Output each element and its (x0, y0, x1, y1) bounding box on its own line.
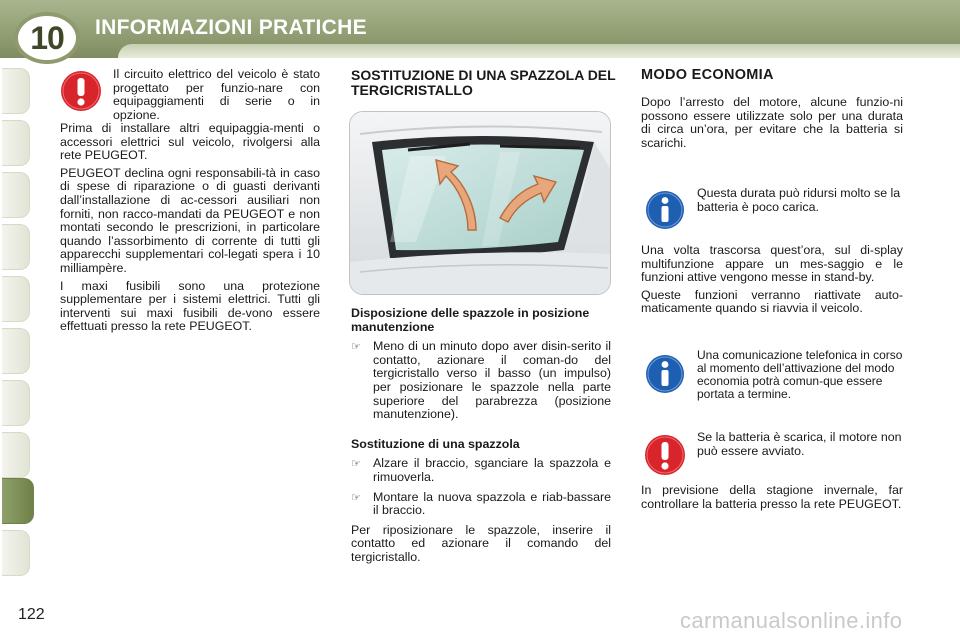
chapter-tab[interactable] (2, 328, 30, 374)
chapter-tab-rail (0, 60, 34, 580)
chapter-tab-active[interactable] (2, 478, 34, 524)
pointing-hand-icon: ☞ (351, 491, 361, 504)
paragraph: I maxi fusibili sono una protezione supplementare per i sistemi elettrici. Tutti gli interventi sui maxi fusibili de-vono essere effettuati presso la rete PEUGEOT. (60, 278, 320, 334)
chapter-tab[interactable] (2, 530, 30, 576)
list-item: ☞ Meno di un minuto dopo aver disin-serito il contatto, azionare il coman-do del tergicristallo verso il basso (un impulso) per posizionare le spazzole nella parte superiore del parabrezza (posizione manutenzione). (351, 339, 611, 422)
subheading-replace-blade: Sostituzione di una spazzola (351, 436, 520, 451)
watermark: carmanualsonline.info (680, 608, 903, 633)
chapter-tab[interactable] (2, 172, 30, 218)
paragraph: In previsione della stagione invernale, far controllare la batteria presso la rete PEUGEOT. (641, 483, 903, 511)
warning-note: Il circuito elettrico del veicolo è stato progettato per funzio-nare con equipaggiamenti di serie o in opzione. (113, 67, 320, 122)
info-note-phone-call: Una comunicazione telefonica in corso al momento dell’attivazione del modo economia potrà comun-que essere portata a termine. (697, 348, 903, 401)
chapter-tab[interactable] (2, 276, 30, 322)
exclamation-icon (644, 434, 686, 481)
pointing-hand-icon: ☞ (351, 341, 361, 354)
exclamation-icon (60, 70, 102, 117)
info-note-duration: Questa durata può ridursi molto se la batteria è poco carica. (697, 186, 901, 214)
section-title-economy: MODO ECONOMIA (641, 67, 774, 83)
chapter-tab[interactable] (2, 120, 30, 166)
header-shelf (118, 44, 960, 58)
paragraph: Per riposizionare le spazzole, inserire il contatto ed azionare il comando del tergicristallo. (351, 522, 611, 564)
windshield-illustration (349, 111, 611, 295)
info-icon (645, 354, 685, 399)
paragraph: Una volta trascorsa quest’ora, sul di-splay multifunzione appare un mes-saggio e le funzioni attive vengono messe in stand-by. (641, 243, 903, 285)
middle-column (351, 307, 611, 569)
pointing-hand-icon: ☞ (351, 458, 361, 471)
paragraph: Dopo l’arresto del motore, alcune funzio-ni possono essere utilizzate solo per una durata di circa un’ora, per evitare che la batteria si scarichi. (641, 95, 903, 150)
warning-note-battery: Se la batteria è scarica, il motore non può essere avviato. (697, 430, 902, 458)
info-icon (645, 190, 685, 235)
chapter-tab[interactable] (2, 432, 30, 478)
chapter-badge: 10 (14, 12, 80, 64)
chapter-tab[interactable] (2, 380, 30, 426)
paragraph: PEUGEOT declina ogni responsabili-tà in caso di spese di riparazione o di guasti derivanti dall’installazione di ac-cessori ausiliari non forniti, non racco-mandati da PEUGEOT e non montati secondo le prescrizioni, in particolare quando l’assorbimento di corrente di tutti gli apparecchi supplementari col-legati spera i 10 milliampère. (60, 165, 320, 275)
page-number: 122 (18, 606, 45, 623)
chapter-tab[interactable] (2, 68, 30, 114)
right-column-bottom (641, 484, 903, 515)
list-item: ☞ Montare la nuova spazzola e riab-bassare il braccio. (351, 489, 611, 518)
list-item: ☞ Alzare il braccio, sganciare la spazzola e rimuoverla. (351, 456, 611, 484)
left-column (60, 122, 320, 338)
right-column-middle (641, 244, 903, 320)
chapter-tab[interactable] (2, 224, 30, 270)
section-title-wiper: SOSTITUZIONE DI UNA SPAZZOLA DEL TERGICRISTALLO (351, 67, 616, 98)
subheading-maintenance-position: Disposizione delle spazzole in posizione manutenzione (351, 306, 590, 334)
right-column (641, 68, 903, 154)
page-title: INFORMAZIONI PRATICHE (95, 16, 367, 39)
paragraph: Queste funzioni verranno riattivate auto-maticamente quando si riavvia il veicolo. (641, 287, 903, 316)
paragraph: Prima di installare altri equipaggia-menti o accessori elettrici sul veicolo, rivolgersi alla rete PEUGEOT. (60, 121, 320, 163)
